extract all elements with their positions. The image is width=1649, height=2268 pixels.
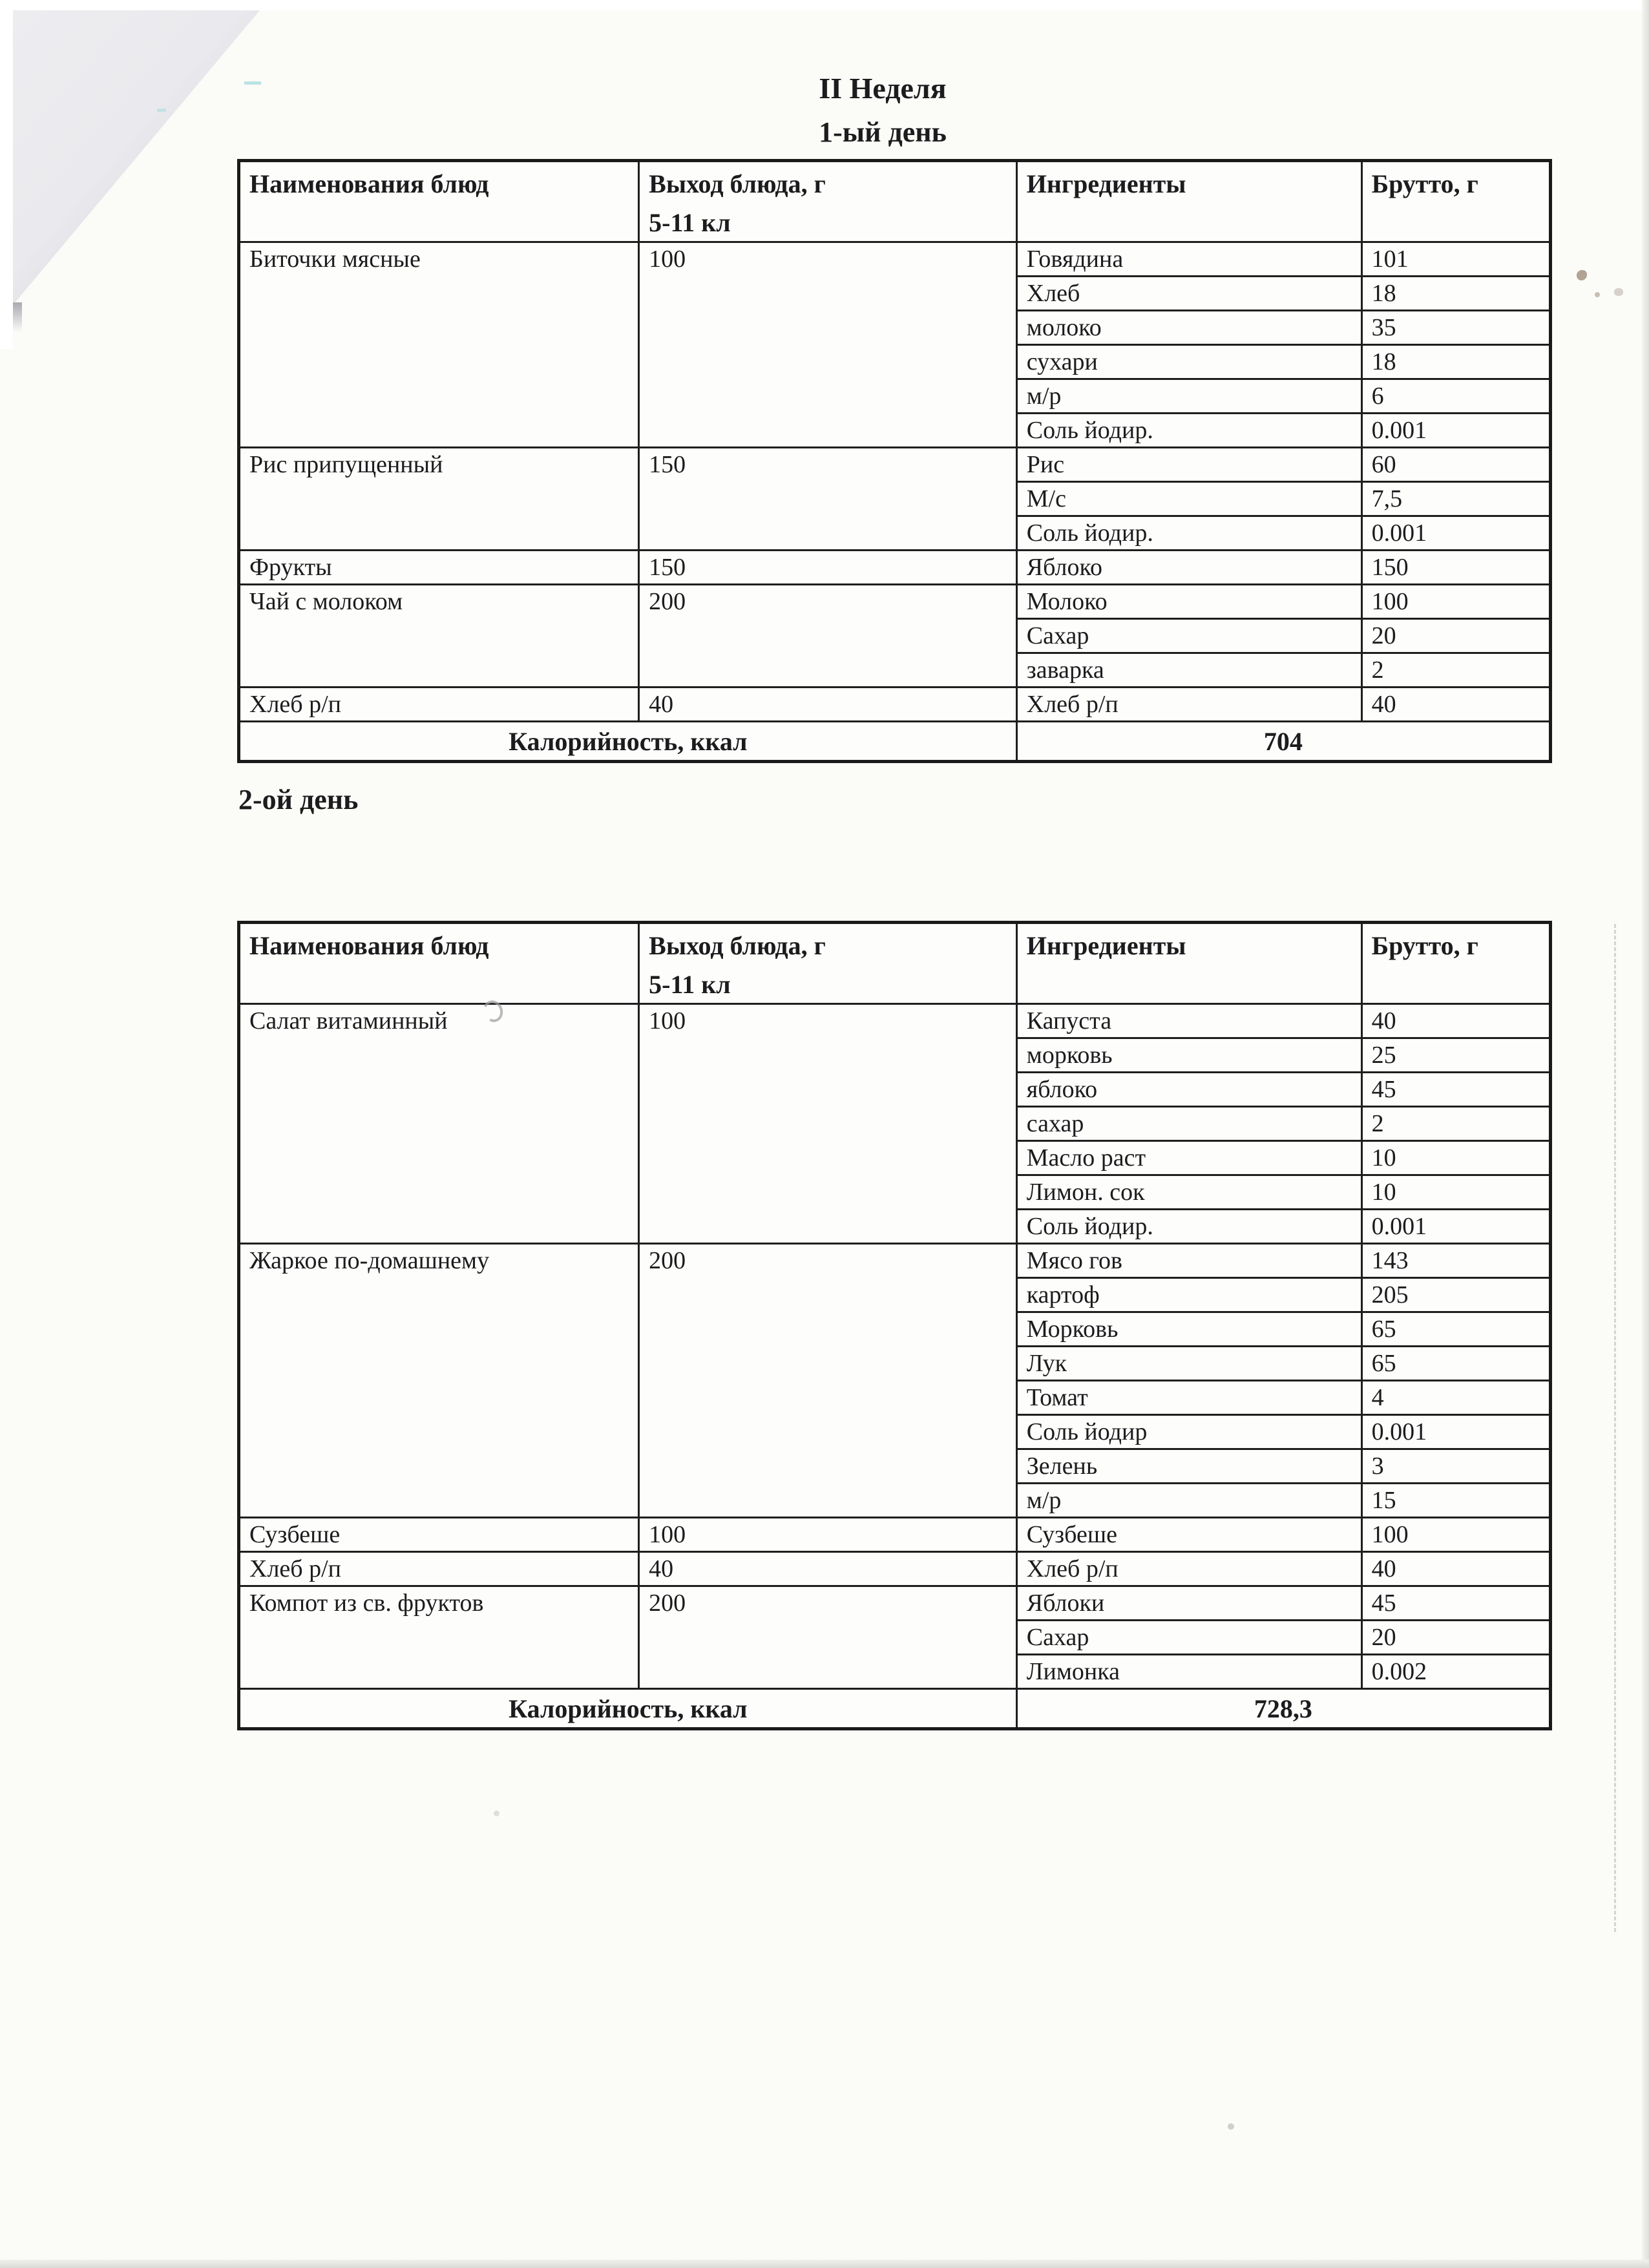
dish-name-cell: Компот из св. фруктов — [239, 1586, 639, 1689]
ingredient-brutto-cell: 0.001 — [1361, 1415, 1550, 1449]
col-header-brutto: Брутто, г — [1361, 161, 1550, 242]
ingredient-brutto-cell: 65 — [1361, 1312, 1550, 1347]
dish-name-cell: Биточки мясные — [239, 242, 639, 448]
ingredient-name-cell: яблоко — [1016, 1073, 1361, 1107]
ingredient-name-cell: М/с — [1016, 482, 1361, 516]
ingredient-row — [239, 448, 1551, 482]
dish-name-cell: Сузбеше — [239, 1518, 639, 1552]
ingredient-brutto-cell: 60 — [1361, 448, 1550, 482]
ingredient-name-cell: морковь — [1016, 1038, 1361, 1073]
scan-speck — [1614, 288, 1623, 296]
ingredient-name-cell: Хлеб р/п — [1016, 688, 1361, 722]
col-header-dish-name: Наименования блюд — [239, 923, 639, 1004]
ingredient-brutto-cell: 40 — [1361, 1004, 1550, 1038]
ingredient-brutto-cell: 0.002 — [1361, 1655, 1550, 1689]
dish-output-cell: 100 — [639, 1004, 1017, 1244]
ingredient-brutto-cell: 18 — [1361, 277, 1550, 311]
ingredient-name-cell: Сузбеше — [1016, 1518, 1361, 1552]
ingredient-brutto-cell: 205 — [1361, 1278, 1550, 1312]
ingredient-name-cell: сухари — [1016, 345, 1361, 379]
scanner-streak — [1614, 924, 1616, 1932]
ingredient-brutto-cell: 35 — [1361, 311, 1550, 345]
ingredient-brutto-cell: 0.001 — [1361, 414, 1550, 448]
scan-edge-bottom — [0, 2260, 1649, 2268]
ingredient-name-cell: Соль йодир — [1016, 1415, 1361, 1449]
scan-edge-left — [0, 0, 13, 349]
ingredient-brutto-cell: 6 — [1361, 379, 1550, 414]
ingredient-name-cell: Яблоки — [1016, 1586, 1361, 1621]
ingredient-name-cell: Яблоко — [1016, 551, 1361, 585]
scan-edge-right — [1642, 0, 1649, 2268]
dish-name-cell: Жаркое по-домашнему — [239, 1244, 639, 1518]
ingredient-name-cell: Соль йодир. — [1016, 516, 1361, 551]
scan-speck — [1595, 292, 1600, 297]
scan-fold-tail — [13, 302, 22, 332]
ingredient-brutto-cell: 40 — [1361, 688, 1550, 722]
dish-output-cell: 200 — [639, 1586, 1017, 1689]
ingredient-name-cell: заварка — [1016, 653, 1361, 688]
ingredient-name-cell: Сахар — [1016, 1621, 1361, 1655]
calories-value-cell: 728,3 — [1016, 1689, 1550, 1729]
dish-name-cell: Фрукты — [239, 551, 639, 585]
ingredient-name-cell: Хлеб — [1016, 277, 1361, 311]
ingredient-row — [239, 1518, 1551, 1552]
ingredient-brutto-cell: 18 — [1361, 345, 1550, 379]
ingredient-brutto-cell: 45 — [1361, 1073, 1550, 1107]
col-header-dish-name: Наименования блюд — [239, 161, 639, 242]
ingredient-name-cell: Лук — [1016, 1347, 1361, 1381]
ingredient-name-cell: Лимонка — [1016, 1655, 1361, 1689]
ingredient-brutto-cell: 10 — [1361, 1175, 1550, 1210]
ingredient-brutto-cell: 20 — [1361, 619, 1550, 653]
calories-row — [239, 1689, 1551, 1729]
ingredient-name-cell: Морковь — [1016, 1312, 1361, 1347]
scanner-cyan-mark — [157, 109, 166, 112]
col-header-ingredients: Ингредиенты — [1016, 923, 1361, 1004]
col-header-brutto: Брутто, г — [1361, 923, 1550, 1004]
ingredient-brutto-cell: 4 — [1361, 1381, 1550, 1415]
ingredient-row — [239, 1244, 1551, 1278]
calories-row — [239, 722, 1551, 762]
ingredient-brutto-cell: 0.001 — [1361, 1210, 1550, 1244]
ingredient-name-cell: м/р — [1016, 1484, 1361, 1518]
ingredient-brutto-cell: 45 — [1361, 1586, 1550, 1621]
ingredient-row — [239, 1004, 1551, 1038]
ingredient-name-cell: Хлеб р/п — [1016, 1552, 1361, 1586]
calories-label-cell: Калорийность, ккал — [239, 722, 1017, 762]
ingredient-name-cell: Лимон. сок — [1016, 1175, 1361, 1210]
ingredient-brutto-cell: 7,5 — [1361, 482, 1550, 516]
ingredient-brutto-cell: 101 — [1361, 242, 1550, 277]
ingredient-brutto-cell: 3 — [1361, 1449, 1550, 1484]
col-header-output: Выход блюда, г 5-11 кл — [639, 923, 1017, 1004]
dish-output-cell: 100 — [639, 242, 1017, 448]
dish-output-cell: 100 — [639, 1518, 1017, 1552]
ingredient-row — [239, 1552, 1551, 1586]
ingredient-row — [239, 585, 1551, 619]
ingredient-brutto-cell: 10 — [1361, 1141, 1550, 1175]
ingredient-row — [239, 1586, 1551, 1621]
ingredient-name-cell: Соль йодир. — [1016, 1210, 1361, 1244]
scan-fold-corner — [13, 10, 260, 305]
menu-table-day-2 — [237, 921, 1552, 1730]
ingredient-row — [239, 688, 1551, 722]
ingredient-brutto-cell: 40 — [1361, 1552, 1550, 1586]
ingredient-name-cell: Сахар — [1016, 619, 1361, 653]
ingredient-name-cell: м/р — [1016, 379, 1361, 414]
col-header-ingredients: Ингредиенты — [1016, 161, 1361, 242]
calories-label-cell: Калорийность, ккал — [239, 1689, 1017, 1729]
ingredient-name-cell: сахар — [1016, 1107, 1361, 1141]
ingredient-brutto-cell: 20 — [1361, 1621, 1550, 1655]
ingredient-name-cell: Молоко — [1016, 585, 1361, 619]
ingredient-brutto-cell: 2 — [1361, 1107, 1550, 1141]
ingredient-brutto-cell: 2 — [1361, 653, 1550, 688]
dish-output-cell: 200 — [639, 585, 1017, 688]
ingredient-brutto-cell: 100 — [1361, 1518, 1550, 1552]
ingredient-name-cell: молоко — [1016, 311, 1361, 345]
scan-speck — [1228, 2123, 1234, 2130]
dish-name-cell: Чай с молоком — [239, 585, 639, 688]
header-row — [239, 923, 1551, 1004]
dish-name-cell: Хлеб р/п — [239, 1552, 639, 1586]
ingredient-name-cell: Капуста — [1016, 1004, 1361, 1038]
col-header-output: Выход блюда, г 5-11 кл — [639, 161, 1017, 242]
dish-name-cell: Хлеб р/п — [239, 688, 639, 722]
dish-output-cell: 150 — [639, 551, 1017, 585]
ingredient-name-cell: Томат — [1016, 1381, 1361, 1415]
ingredient-brutto-cell: 65 — [1361, 1347, 1550, 1381]
ingredient-name-cell: Масло раст — [1016, 1141, 1361, 1175]
header-row — [239, 161, 1551, 242]
day-1-title: 1-ый день — [819, 116, 947, 148]
ingredient-name-cell: Говядина — [1016, 242, 1361, 277]
dish-output-cell: 40 — [639, 688, 1017, 722]
ingredient-row — [239, 551, 1551, 585]
page-title-block — [819, 67, 947, 155]
ingredient-name-cell: Соль йодир. — [1016, 414, 1361, 448]
day-2-title: 2-ой день — [238, 784, 359, 815]
ingredient-name-cell: Рис — [1016, 448, 1361, 482]
ingredient-name-cell: Зелень — [1016, 1449, 1361, 1484]
week-title: II Неделя — [819, 72, 947, 105]
ingredient-name-cell: картоф — [1016, 1278, 1361, 1312]
dish-name-cell: Рис припущенный — [239, 448, 639, 551]
calories-value-cell: 704 — [1016, 722, 1550, 762]
scan-speck — [1577, 270, 1587, 280]
ingredient-brutto-cell: 0.001 — [1361, 516, 1550, 551]
ingredient-brutto-cell: 25 — [1361, 1038, 1550, 1073]
dish-output-cell: 40 — [639, 1552, 1017, 1586]
scan-speck — [494, 1811, 499, 1816]
dish-name-cell: Салат витаминный — [239, 1004, 639, 1244]
ingredient-brutto-cell: 100 — [1361, 585, 1550, 619]
ingredient-brutto-cell: 150 — [1361, 551, 1550, 585]
menu-table-day-1 — [237, 159, 1552, 763]
ingredient-name-cell: Мясо гов — [1016, 1244, 1361, 1278]
ingredient-brutto-cell: 15 — [1361, 1484, 1550, 1518]
scan-edge-top — [0, 0, 1649, 10]
ingredient-row — [239, 242, 1551, 277]
dish-output-cell: 200 — [639, 1244, 1017, 1518]
dish-output-cell: 150 — [639, 448, 1017, 551]
scanner-cyan-mark — [244, 81, 261, 85]
ingredient-brutto-cell: 143 — [1361, 1244, 1550, 1278]
